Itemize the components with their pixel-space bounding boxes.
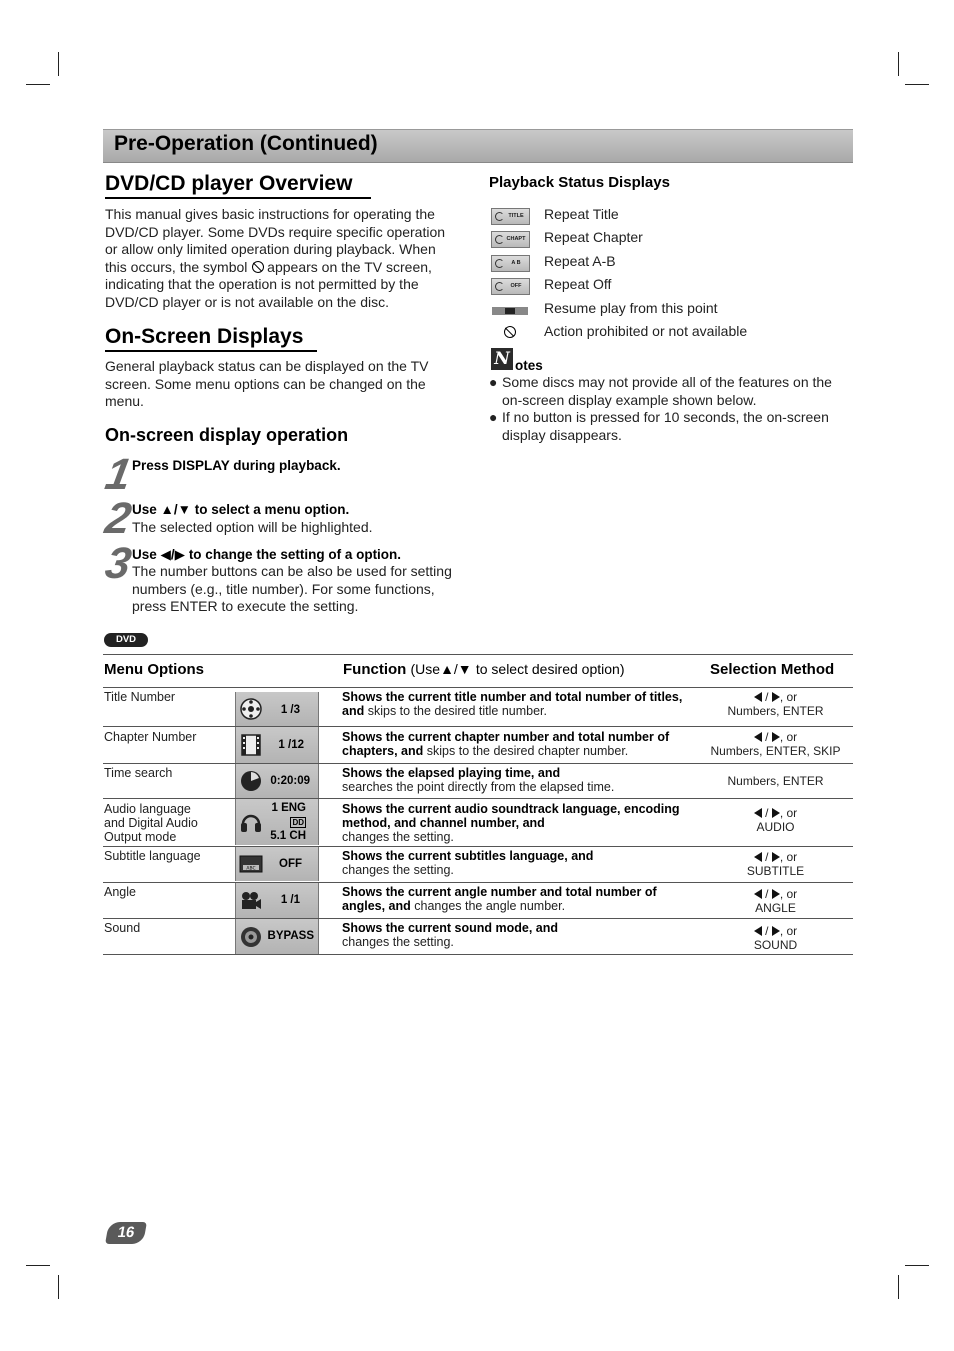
- onscreen-heading: [105, 325, 303, 349]
- right-arrow-icon: [772, 926, 780, 936]
- note-text: Some discs may not provide all of the features on the on-screen display example shown below.: [502, 374, 832, 408]
- table-rule: [103, 726, 853, 727]
- right-arrow-icon: [772, 692, 780, 702]
- banner-title: Pre-Operation (Continued): [114, 132, 378, 155]
- header-function-text: Function: [343, 661, 407, 678]
- bullet-icon: ●: [489, 374, 498, 390]
- subtitle-icon: [239, 852, 263, 876]
- step-title-text: Use: [132, 547, 157, 562]
- prohibited-icon: [251, 261, 263, 273]
- camera-angle-icon: [239, 889, 263, 913]
- status-label: Action prohibited or not available: [544, 323, 748, 339]
- header-function: [343, 661, 624, 678]
- osd-value: BYPASS: [267, 930, 314, 942]
- text-span: appears on the TV screen,: [267, 258, 432, 275]
- table-rule: [103, 846, 853, 847]
- header-selection-method: Selection Method: [710, 661, 835, 678]
- text-line: This manual gives basic instructions for operating the: [105, 206, 435, 222]
- row-label: Subtitle language: [104, 849, 201, 863]
- selection-method: / , or ANGLE: [755, 887, 798, 915]
- table-rule: [103, 918, 853, 919]
- function-text: Shows the current subtitles language, and changes the setting.: [342, 849, 594, 877]
- table-rule: [103, 687, 853, 688]
- step-title-text: to change the setting of a option.: [188, 547, 402, 562]
- notes-icon: N: [491, 348, 513, 370]
- step-text: The number buttons can be also be used for setting numbers (e.g., title number). For some functions, press ENTER to execute the setting.: [132, 563, 452, 615]
- osd-cell: [235, 847, 319, 881]
- osd-cell: [235, 764, 319, 798]
- step-title: [132, 547, 401, 563]
- function-text: Shows the elapsed playing time, and searches the point directly from the elapsed time.: [342, 766, 615, 794]
- osd-value: 1 /3: [280, 704, 300, 716]
- osd-cell: [235, 727, 319, 763]
- page-number: 16: [105, 1222, 147, 1244]
- film-chapter-icon: [239, 733, 263, 757]
- step-title-text: to select a menu option.: [194, 502, 350, 517]
- left-arrow-icon: [754, 808, 762, 818]
- selection-method: / , or AUDIO: [698, 806, 853, 834]
- step-title: [132, 502, 349, 517]
- svg-text:ABC: ABC: [246, 866, 256, 872]
- text-line: menu.: [105, 393, 144, 410]
- heading-underline: [105, 350, 317, 352]
- text-line: indicating that the operation is not permitted by the: [105, 276, 419, 293]
- note-text: If no button is pressed for 10 seconds, the on-screen display disappears.: [502, 409, 829, 443]
- disc-title-icon: [239, 697, 263, 721]
- crop-mark: [905, 84, 929, 85]
- crop-mark: [58, 1275, 59, 1299]
- left-right-arrows-icon: ◀/▶: [160, 547, 186, 562]
- repeat-chapter-icon: CHAPT: [491, 231, 530, 248]
- table-rule: [103, 882, 853, 883]
- table-rule: [103, 954, 853, 955]
- onscreen-paragraph: [105, 358, 465, 411]
- left-arrow-icon: [754, 732, 762, 742]
- osd-cell: [235, 919, 319, 954]
- osd-cell: [235, 692, 319, 726]
- onscreen-heading-text: On-Screen Displays: [105, 325, 304, 348]
- notes-label: otes: [515, 358, 543, 373]
- left-arrow-icon: [754, 852, 762, 862]
- note-item: [489, 374, 852, 409]
- osd-cell: [235, 799, 319, 845]
- dolby-digital-icon: DD: [292, 818, 304, 827]
- overview-paragraph: [105, 206, 465, 312]
- row-label: Sound: [104, 921, 141, 935]
- sound-mode-icon: [239, 925, 263, 949]
- crop-mark: [26, 84, 50, 85]
- note-item: [489, 409, 852, 444]
- heading-underline: [105, 197, 371, 199]
- repeat-ab-icon: A B: [491, 255, 530, 272]
- header-function-note: (Use: [410, 661, 441, 677]
- step-number: 1: [101, 450, 131, 499]
- repeat-title-icon: TITLE: [491, 208, 530, 225]
- osd-value: 1 /12: [278, 739, 304, 751]
- repeat-off-icon: OFF: [491, 278, 530, 295]
- text-line: General playback status can be displayed on the TV: [105, 358, 429, 374]
- right-arrow-icon: [772, 852, 780, 862]
- row-label: Audio language and Digital Audio Output mode: [104, 802, 198, 844]
- header-function-note: to select desired option): [475, 661, 625, 677]
- right-arrow-icon: [772, 808, 780, 818]
- step-text: The selected option will be highlighted.: [132, 519, 373, 535]
- headphones-icon: [239, 810, 263, 834]
- bullet-icon: ●: [489, 409, 498, 425]
- text-line: DVD/CD player. Some DVDs require specific operation: [105, 223, 446, 240]
- osd-cell: [235, 883, 319, 918]
- function-text: Shows the current angle number and total number of angles, and changes the angle number.: [342, 885, 657, 913]
- function-text: Shows the current title number and total number of titles, and skips to the desired title number.: [342, 690, 683, 718]
- row-label: Chapter Number: [104, 730, 197, 744]
- right-arrow-icon: [772, 889, 780, 899]
- prohibited-icon: [504, 326, 516, 338]
- selection-method: / , or Numbers, ENTER: [727, 690, 824, 718]
- crop-mark: [905, 1265, 929, 1266]
- selection-method: / , or SUBTITLE: [746, 850, 805, 878]
- table-rule: [103, 798, 853, 799]
- status-label: Repeat Chapter: [544, 229, 643, 245]
- dvd-badge: DVD: [104, 633, 148, 647]
- header-menu-options: Menu Options: [104, 661, 204, 678]
- crop-mark: [898, 1275, 899, 1299]
- right-arrow-icon: [772, 732, 780, 742]
- step-number: 3: [101, 539, 131, 588]
- overview-heading: [105, 172, 352, 196]
- section-banner: [103, 129, 853, 163]
- step-number: 2: [101, 494, 131, 543]
- operation-subheading: On-screen display operation: [105, 425, 349, 445]
- function-text: Shows the current chapter number and total number of chapters, and skips to the desired chapter number.: [342, 730, 670, 758]
- resume-icon: [492, 307, 528, 315]
- text-line: screen. Some menu options can be changed on the: [105, 375, 426, 392]
- text-line: [105, 259, 465, 277]
- osd-value: 1 /1: [280, 894, 300, 906]
- left-arrow-icon: [754, 889, 762, 899]
- left-arrow-icon: [754, 692, 762, 702]
- up-down-arrows-icon: ▲/▼: [160, 502, 192, 517]
- selection-method: Numbers, ENTER: [727, 774, 824, 788]
- clock-icon: [239, 769, 263, 793]
- osd-value: 1 ENG: [271, 802, 306, 814]
- text-line: DVD/CD player or is not available on the disc.: [105, 293, 390, 310]
- up-down-arrows-icon: ▲/▼: [440, 661, 472, 677]
- status-heading: Playback Status Displays: [489, 174, 670, 191]
- row-label: Angle: [104, 885, 136, 899]
- status-label: Resume play from this point: [544, 300, 718, 316]
- crop-mark: [58, 52, 59, 76]
- osd-value: OFF: [279, 858, 302, 870]
- status-label: Repeat A-B: [544, 253, 616, 269]
- status-label: Repeat Title: [544, 206, 619, 222]
- table-rule: [103, 763, 853, 764]
- selection-method: / , or SOUND: [753, 924, 798, 952]
- osd-value: 5.1 CH: [270, 830, 306, 842]
- text-line: or allow only limited operation during playback. When: [105, 241, 436, 258]
- function-text: Shows the current sound mode, and changes the setting.: [342, 921, 558, 949]
- step-title: Press DISPLAY during playback.: [132, 458, 341, 473]
- row-label: Time search: [104, 766, 173, 780]
- status-label: Repeat Off: [544, 276, 612, 292]
- function-text: Shows the current audio soundtrack language, encoding method, and channel number, and changes the setting.: [342, 802, 680, 844]
- crop-mark: [26, 1265, 50, 1266]
- table-rule: [103, 654, 853, 655]
- osd-value: 0:20:09: [270, 775, 310, 787]
- overview-heading-text: DVD/CD player Overview: [105, 172, 353, 195]
- text-span: this occurs, the symbol: [105, 258, 248, 275]
- crop-mark: [898, 52, 899, 76]
- left-arrow-icon: [754, 926, 762, 936]
- row-label: Title Number: [104, 690, 176, 704]
- selection-method: / , or Numbers, ENTER, SKIP: [710, 730, 841, 758]
- step-title-text: Use: [132, 502, 157, 517]
